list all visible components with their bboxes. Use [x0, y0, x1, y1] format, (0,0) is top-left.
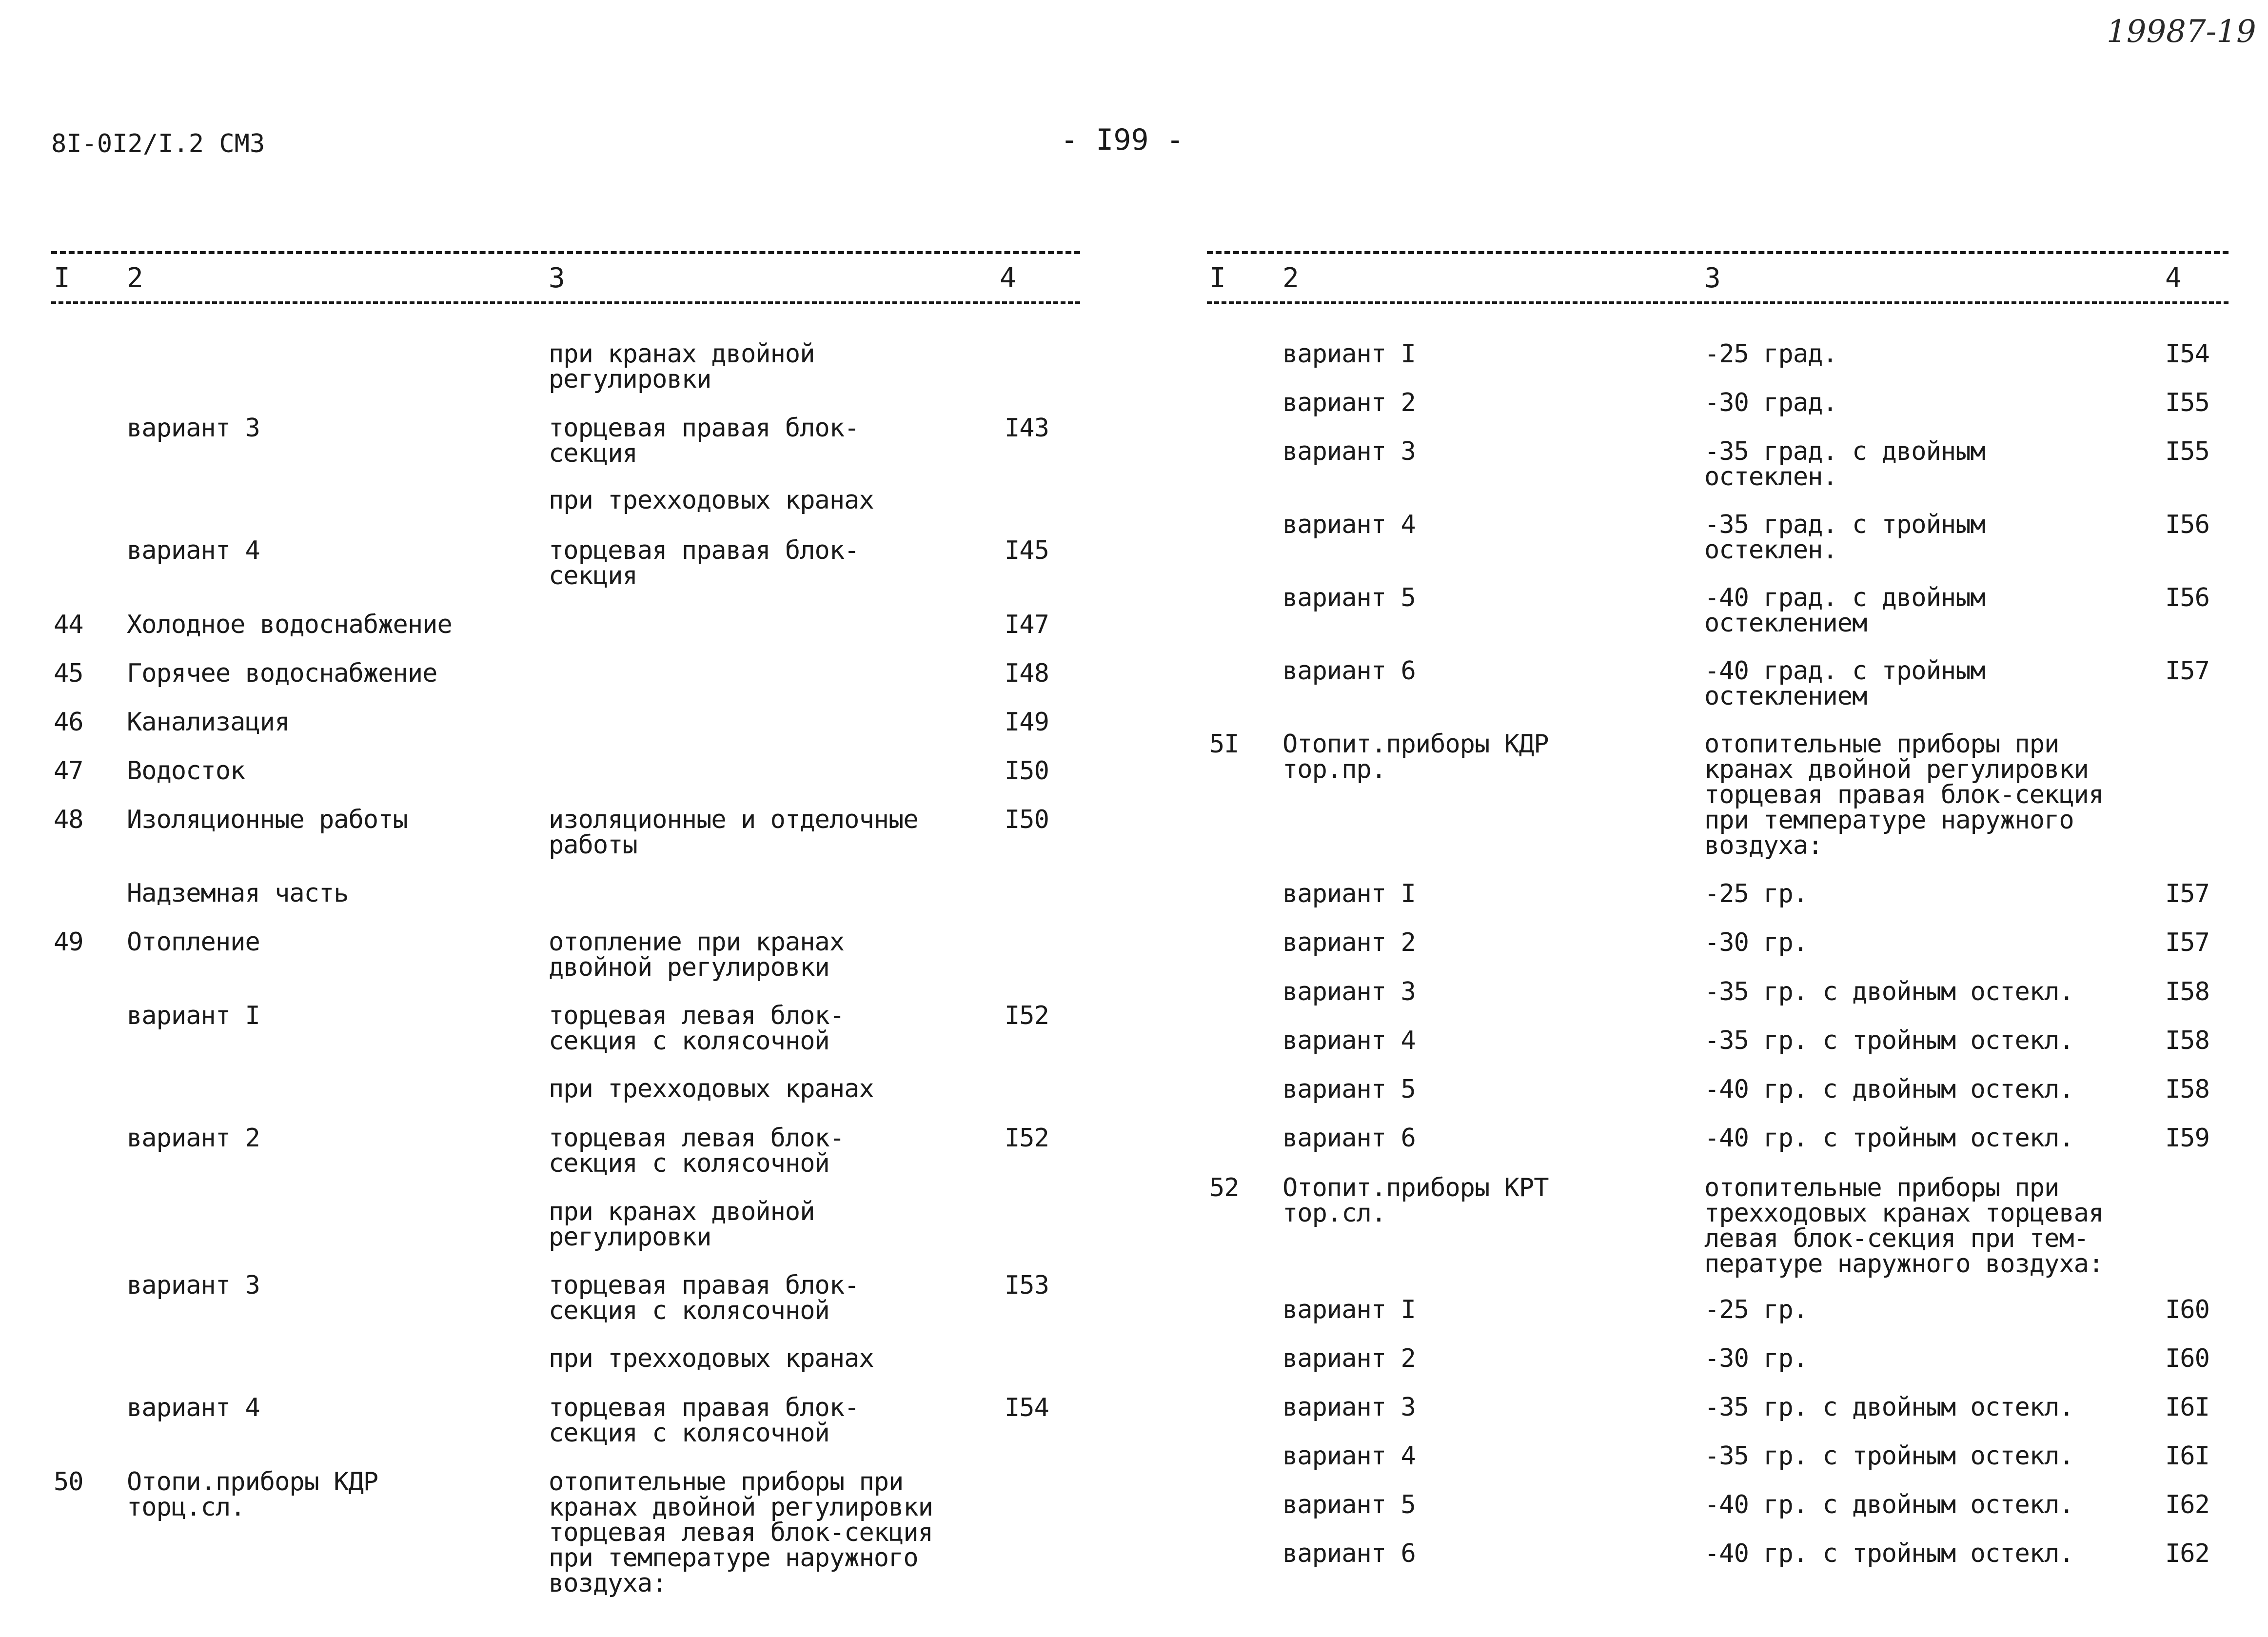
row-name-cell: вариант 3: [1282, 437, 1416, 466]
row-page-cell: I55: [2165, 437, 2209, 466]
row-name-cell: вариант 3: [1282, 1393, 1416, 1422]
row-name-cell: вариант 4: [1282, 1026, 1416, 1055]
column-header-2: 2: [127, 262, 143, 294]
row-name-cell: вариант 2: [1282, 388, 1416, 417]
row-name-cell: вариант 4: [1282, 1441, 1416, 1471]
row-page-cell: I59: [2165, 1124, 2209, 1153]
row-name-cell: вариант 6: [1282, 1539, 1416, 1568]
row-page-cell: I6I: [2165, 1393, 2209, 1422]
table-top-rule: [51, 251, 1080, 254]
row-desc-cell: -30 гр.: [1704, 1344, 1808, 1373]
row-name-cell: вариант 5: [1282, 1075, 1416, 1104]
row-desc-cell: -35 гр. с тройным остекл.: [1704, 1026, 2074, 1055]
row-desc-cell: отопительные приборы при кранах двойной регулировки торцевая левая блок-секция при температуре наружного воздуха:: [549, 1467, 933, 1598]
row-page-cell: I56: [2165, 510, 2209, 539]
row-name-cell: вариант 2: [127, 1124, 260, 1153]
row-num-cell: 49: [54, 927, 83, 957]
row-desc-cell: торцевая правая блок- секция с колясочной: [549, 1393, 859, 1448]
row-desc-cell: торцевая правая блок- секция: [549, 536, 859, 591]
row-page-cell: I56: [2165, 583, 2209, 612]
row-name-cell: вариант 2: [1282, 1344, 1416, 1373]
row-desc-cell: -35 гр. с двойным остекл.: [1704, 1393, 2074, 1422]
row-page-cell: I54: [2165, 339, 2209, 369]
row-name-cell: вариант 6: [1282, 656, 1416, 686]
row-desc-cell: -30 град.: [1704, 388, 1837, 417]
document-code: 8I-0I2/I.2 СМ3: [51, 129, 265, 158]
row-desc-cell: при трехходовых кранах: [549, 1074, 874, 1104]
row-page-cell: I57: [2165, 879, 2209, 908]
row-desc-cell: -25 град.: [1704, 339, 1837, 369]
row-name-cell: вариант I: [127, 1001, 260, 1030]
left-table: [51, 0, 1080, 1637]
row-desc-cell: изоляционные и отделочные работы: [549, 805, 918, 860]
row-desc-cell: -30 гр.: [1704, 928, 1808, 957]
row-desc-cell: торцевая правая блок- секция: [549, 414, 859, 468]
row-num-cell: 52: [1209, 1173, 1239, 1203]
row-page-cell: I57: [2165, 656, 2209, 686]
row-name-cell: вариант 6: [1282, 1124, 1416, 1153]
row-desc-cell: -40 гр. с тройным остекл.: [1704, 1539, 2074, 1568]
row-name-cell: Отопит.приборы КДР тор.пр.: [1282, 730, 1549, 784]
row-page-cell: I53: [1005, 1271, 1049, 1300]
row-num-cell: 45: [54, 659, 83, 688]
row-name-cell: вариант 3: [127, 414, 260, 443]
column-header-1: I: [1209, 262, 1226, 294]
row-desc-cell: -25 гр.: [1704, 1295, 1808, 1324]
row-desc-cell: при кранах двойной регулировки: [549, 339, 815, 394]
row-desc-cell: -35 гр. с тройным остекл.: [1704, 1441, 2074, 1471]
row-desc-cell: при трехходовых кранах: [549, 1344, 874, 1373]
row-desc-cell: отопительные приборы при кранах двойной регулировки торцевая правая блок-секция при температуре наружного воздуха:: [1704, 730, 2104, 860]
row-desc-cell: -40 град. с тройным остеклением: [1704, 656, 1985, 711]
row-page-cell: I52: [1005, 1124, 1049, 1153]
right-table: [1207, 0, 2229, 1637]
row-page-cell: I58: [2165, 1075, 2209, 1104]
row-name-cell: Отопление: [127, 927, 260, 957]
row-desc-cell: отопительные приборы при трехходовых кранах торцевая левая блок-секция при тем- пературе наружного воздуха:: [1704, 1173, 2104, 1279]
row-name-cell: вариант 4: [127, 536, 260, 565]
row-name-cell: вариант 2: [1282, 928, 1416, 957]
row-page-cell: I50: [1005, 756, 1049, 786]
row-page-cell: I6I: [2165, 1441, 2209, 1471]
row-desc-cell: -40 град. с двойным остеклением: [1704, 583, 1985, 638]
row-page-cell: I49: [1005, 708, 1049, 737]
row-name-cell: вариант I: [1282, 879, 1416, 908]
column-header-4: 4: [2165, 262, 2182, 294]
row-desc-cell: -25 гр.: [1704, 879, 1808, 908]
row-desc-cell: отопление при кранах двойной регулировки: [549, 927, 845, 982]
row-desc-cell: -40 гр. с двойным остекл.: [1704, 1075, 2074, 1104]
row-page-cell: I62: [2165, 1539, 2209, 1568]
row-num-cell: 47: [54, 756, 83, 786]
row-name-cell: вариант 3: [1282, 977, 1416, 1006]
row-desc-cell: торцевая левая блок- секция с колясочной: [549, 1001, 845, 1056]
row-name-cell: вариант 4: [1282, 510, 1416, 539]
archive-stamp: 19987-19: [2107, 14, 2256, 50]
column-header-4: 4: [1000, 262, 1016, 294]
row-num-cell: 48: [54, 805, 83, 834]
table-header-rule: [1207, 301, 2229, 304]
row-page-cell: I60: [2165, 1295, 2209, 1324]
row-page-cell: I43: [1005, 414, 1049, 443]
row-name-cell: Канализация: [127, 708, 290, 737]
row-num-cell: 46: [54, 708, 83, 737]
row-name-cell: Отопит.приборы КРТ тор.сл.: [1282, 1173, 1549, 1228]
row-page-cell: I52: [1005, 1001, 1049, 1030]
row-name-cell: вариант I: [1282, 339, 1416, 369]
row-page-cell: I47: [1005, 610, 1049, 639]
column-header-1: I: [54, 262, 70, 294]
row-num-cell: 50: [54, 1467, 83, 1497]
row-desc-cell: -40 гр. с тройным остекл.: [1704, 1124, 2074, 1153]
row-desc-cell: торцевая левая блок- секция с колясочной: [549, 1124, 845, 1178]
row-desc-cell: при кранах двойной регулировки: [549, 1197, 815, 1252]
row-page-cell: I45: [1005, 536, 1049, 565]
row-page-cell: I54: [1005, 1393, 1049, 1422]
row-name-cell: вариант 5: [1282, 1490, 1416, 1519]
row-name-cell: Изоляционные работы: [127, 805, 408, 834]
page-number: - I99 -: [1061, 123, 1184, 157]
row-page-cell: I58: [2165, 1026, 2209, 1055]
row-desc-cell: -35 гр. с двойным остекл.: [1704, 977, 2074, 1006]
row-num-cell: 5I: [1209, 730, 1239, 759]
row-desc-cell: -35 град. с двойным остеклен.: [1704, 437, 1985, 492]
row-desc-cell: -40 гр. с двойным остекл.: [1704, 1490, 2074, 1519]
row-desc-cell: -35 град. с тройным остеклен.: [1704, 510, 1985, 565]
column-header-3: 3: [549, 262, 565, 294]
row-name-cell: Надземная часть: [127, 879, 349, 908]
column-header-3: 3: [1704, 262, 1721, 294]
row-name-cell: вариант 4: [127, 1393, 260, 1422]
row-page-cell: I57: [2165, 928, 2209, 957]
row-page-cell: I60: [2165, 1344, 2209, 1373]
row-page-cell: I48: [1005, 659, 1049, 688]
row-name-cell: Отопи.приборы КДР торц.сл.: [127, 1467, 378, 1522]
row-name-cell: вариант 5: [1282, 583, 1416, 612]
row-desc-cell: при трехходовых кранах: [549, 486, 874, 515]
row-page-cell: I58: [2165, 977, 2209, 1006]
column-header-2: 2: [1282, 262, 1299, 294]
row-name-cell: Водосток: [127, 756, 245, 786]
table-header-rule: [51, 301, 1080, 304]
row-page-cell: I62: [2165, 1490, 2209, 1519]
row-num-cell: 44: [54, 610, 83, 639]
row-name-cell: Горячее водоснабжение: [127, 659, 437, 688]
row-page-cell: I50: [1005, 805, 1049, 834]
row-name-cell: Холодное водоснабжение: [127, 610, 452, 639]
row-name-cell: вариант I: [1282, 1295, 1416, 1324]
row-page-cell: I55: [2165, 388, 2209, 417]
row-desc-cell: торцевая правая блок- секция с колясочной: [549, 1271, 859, 1325]
table-top-rule: [1207, 251, 2229, 254]
row-name-cell: вариант 3: [127, 1271, 260, 1300]
